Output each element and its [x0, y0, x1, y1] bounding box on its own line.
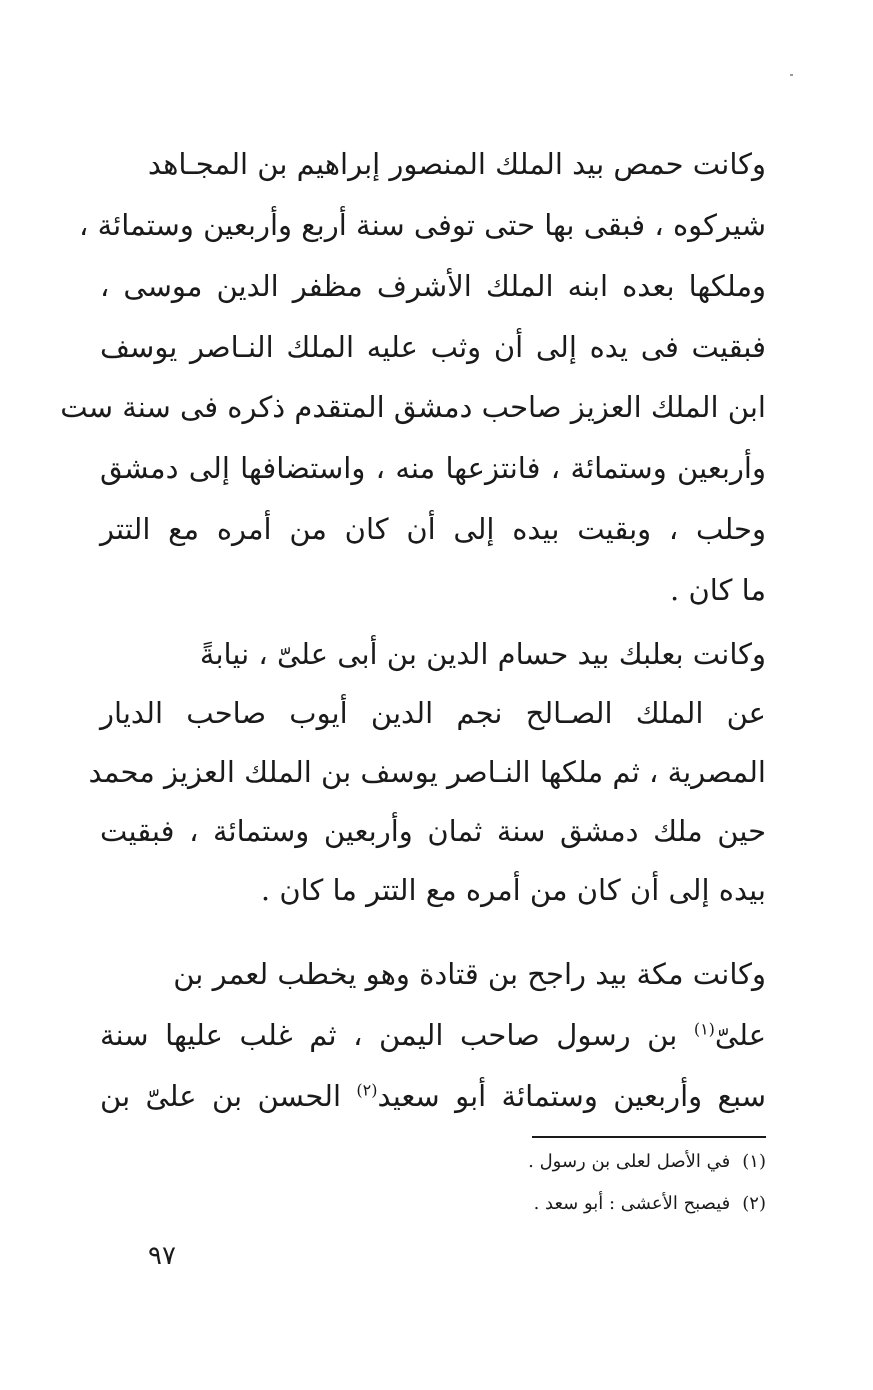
text-line: ما كان .	[670, 573, 766, 607]
text-line: وكانت بعلبك بيد حسام الدين بن أبى علىّ ، نيابةً	[199, 637, 766, 671]
footnote-number: (٢)	[742, 1193, 766, 1214]
footnote-text: فيصبح الأعشى : أبو سعد .	[533, 1193, 731, 1214]
paragraph-1	[60, 144, 766, 607]
text-line: بيده إلى أن كان من أمره مع التتر ما كان .	[260, 873, 766, 907]
text-line: وحلب ، وبقيت بيده إلى أن كان من أمره مع التتر	[100, 512, 766, 546]
footnote-ref-1: (١)	[693, 1019, 715, 1039]
text-line: المصرية ، ثم ملكها النـاصر يوسف بن الملك العزيز محمد	[88, 755, 766, 789]
text-line	[100, 1076, 766, 1116]
line-text-after-ref: الحسن بن علىّ بن	[100, 1079, 357, 1113]
text-line: عن الملك الصـالح نجم الدين أيوب صاحب الديار	[100, 696, 766, 730]
text-line	[100, 1015, 766, 1055]
footnote-separator	[532, 1136, 766, 1138]
paragraph-3	[100, 954, 766, 1124]
paragraph-2	[88, 634, 766, 924]
line-text-after-ref: بن رسول صاحب اليمن ، ثم غلب عليها سنة	[100, 1018, 694, 1052]
text-line: وملكها بعده ابنه الملك الأشرف مظفر الدين موسى ،	[100, 269, 766, 303]
line-text-before-ref: سبع وأربعين وستمائة أبو سعيد	[377, 1079, 766, 1113]
text-line: وأربعين وستمائة ، فانتزعها منه ، واستضافها إلى دمشق	[100, 451, 766, 485]
page-number: ٩٧	[148, 1241, 176, 1271]
footnote-2	[534, 1190, 766, 1218]
footnote-ref-2: (٢)	[356, 1080, 378, 1100]
text-line: ابن الملك العزيز صاحب دمشق المتقدم ذكره فى سنة ست	[60, 390, 766, 424]
text-line: وكانت مكة بيد راجح بن قتادة وهو يخطب لعمر بن	[173, 957, 766, 991]
text-line: فبقيت فى يده إلى أن وثب عليه الملك النـاصر يوسف	[100, 330, 766, 364]
text-line: حين ملك دمشق سنة ثمان وأربعين وستمائة ، فبقيت	[100, 814, 766, 848]
text-line: وكانت حمص بيد الملك المنصور إبراهيم بن المجـاهد	[147, 147, 766, 181]
line-text-before-ref: علىّ	[714, 1018, 766, 1052]
scan-speck	[790, 74, 793, 76]
footnote-text: في الأصل لعلى بن رسول .	[528, 1151, 731, 1172]
footnote-number: (١)	[742, 1151, 766, 1172]
text-line: شيركوه ، فبقى بها حتى توفى سنة أربع وأربعين وستمائة ،	[79, 208, 766, 242]
footnote-1	[528, 1148, 766, 1176]
